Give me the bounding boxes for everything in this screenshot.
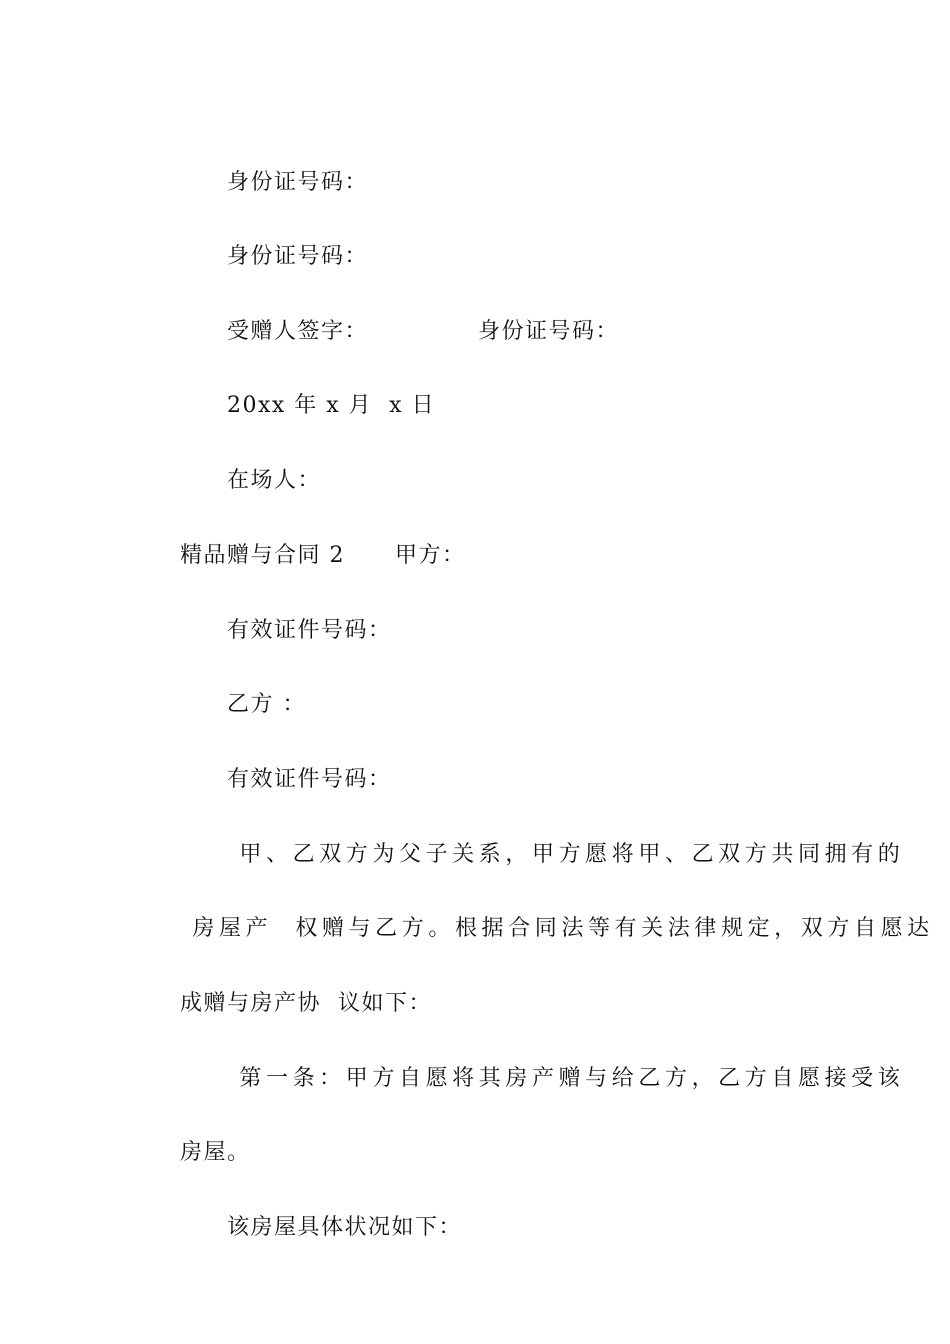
party-b-label: 乙方 ： <box>226 692 306 717</box>
recipient-signature-label: 受赠人签字： <box>226 319 368 344</box>
article-text: 第一条：甲方自愿将其房产赠与给乙方，乙方自愿接受该 <box>239 1066 905 1091</box>
paragraph-text: 甲、乙双方为父子关系，甲方愿将甲、乙双方共同拥有的 <box>239 842 905 867</box>
party-a-label: 甲方： <box>394 543 466 568</box>
house-details-line <box>193 1183 462 1273</box>
house-details-text: 该房屋具体状况如下： <box>226 1215 462 1240</box>
article-text: 房屋。 <box>179 1140 251 1165</box>
date-text: 20xx 年 x 月 x 日 <box>226 393 436 418</box>
id-number-label: 身份证号码： <box>226 244 368 269</box>
contract-title: 精品赠与合同 2 <box>179 543 345 568</box>
paragraph-text: 房屋产 权赠与乙方。根据合同法等有关法律规定，双方自愿达 <box>192 916 934 941</box>
paragraph-text: 成赠与房产协 议如下： <box>179 991 432 1016</box>
valid-id-label: 有效证件号码： <box>226 618 392 643</box>
witness-label: 在场人： <box>226 468 321 493</box>
article-1-line-1 <box>193 1034 904 1124</box>
id-number-label: 身份证号码： <box>226 170 368 195</box>
id-number-label: 身份证号码： <box>478 319 620 344</box>
valid-id-label: 有效证件号码： <box>226 767 392 792</box>
